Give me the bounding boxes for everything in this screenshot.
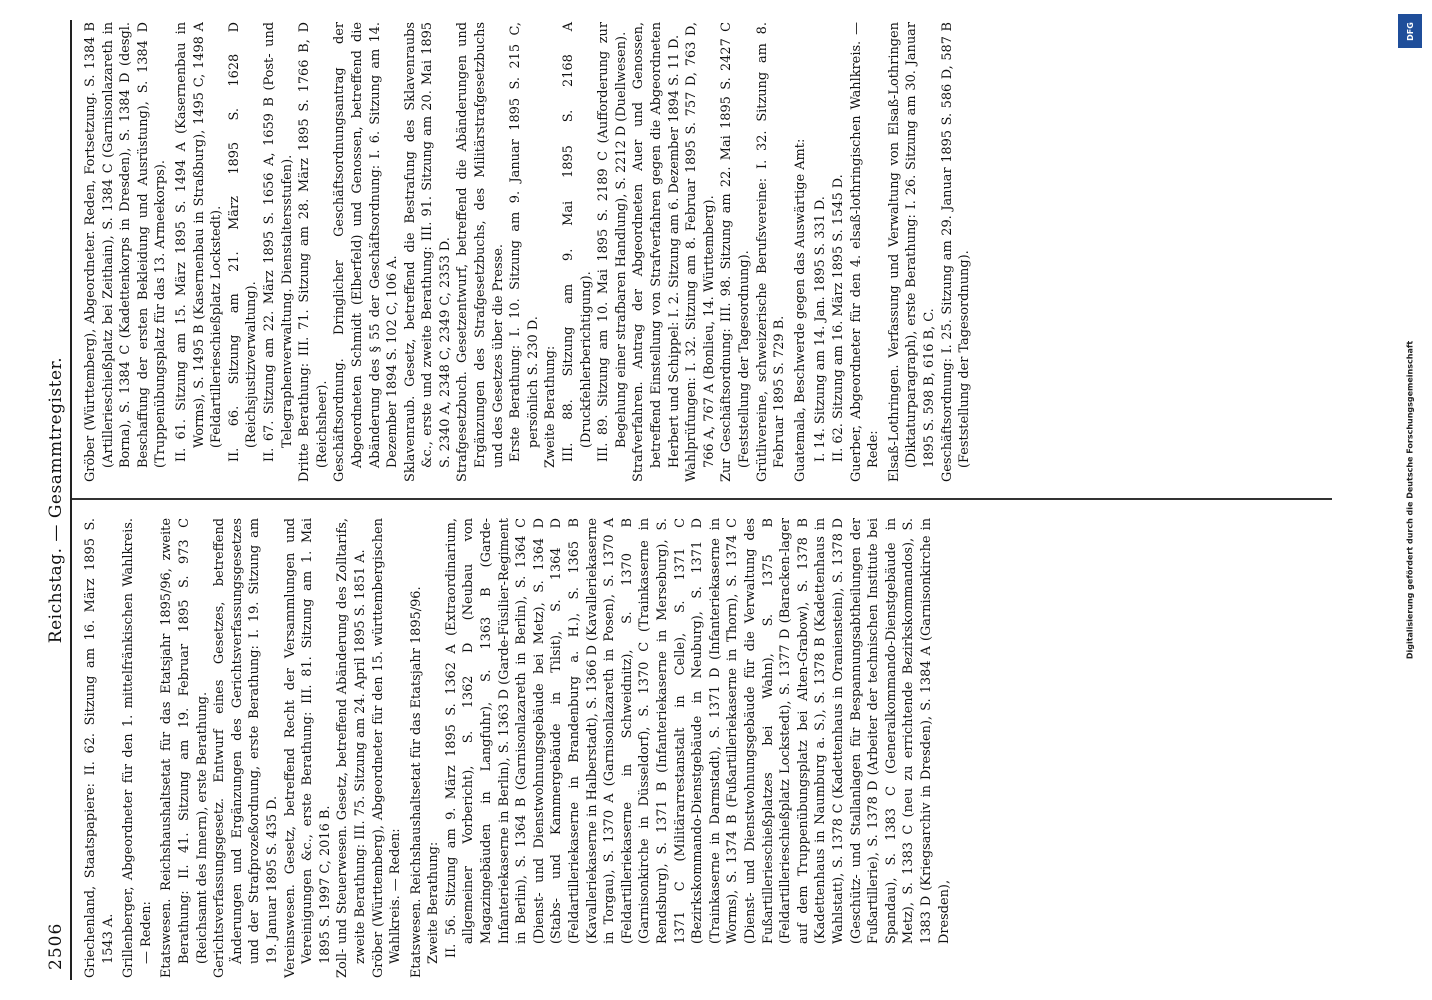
index-subentry: Sklavenraub. Gesetz, betreffend die Bestrafung des Sklavenraubs &c., erste und zweite Berathung: III. 91. Sitzung am 20. Mai 1895 S. 2340 A, 2348 C, 2349 C, 2353 D. [402,22,453,482]
index-subentry: III. 89. Sitzung am 10. Mai 1895 S. 2189 C (Aufforderung zur Begehung einer strafbaren Handlung), S. 2212 D (Duellwesen). [596,22,629,462]
index-subentry: Etatswesen. Reichshaushaltsetat für das Etatsjahr 1895/96. [408,586,424,978]
index-subheading: Zweite Berathung: [543,345,559,468]
index-subentry: Erste Berathung: I. 10. Sitzung am 9. Januar 1895 S. 215 C, persönlich S. 230 D. [508,22,541,462]
dfg-logo [1398,14,1422,48]
digitization-note: Digitalisierung gefördert durch die Deutsche Forschungsgemeinschaft [1405,340,1415,660]
index-entry: Gröber (Württemberg), Abgeordneter. Reden, Fortsetzung. S. 1384 B (Artillerieschießplatz bei Zeithain), S. 1384 C (Garnisonlazareth in Borna), S. 1384 C (Kadettenkorps in Dresden), S. 1384 D (desgl. Beschaffung der ersten Bekleidung und Ausrüstung), S. 1384 D (Truppenübungsplatz für das 13. Armeekorps). [83,22,169,482]
index-subentry: II. 61. Sitzung am 15. März 1895 S. 1494 A (Kasernenbau in Worms), S. 1495 B (Kasernenbau in Straßburg), 1495 C, 1498 A (Feldartillerieschießplatz Lockstedt). [173,22,225,462]
page-header [44,20,72,980]
index-subentry: Etatswesen. Reichshaushaltsetat für das Etatsjahr 1895/96, zweite Berathung: II. 41. Sitzung am 19. Februar 1895 S. 973 C (Reichsamt des Innern), erste Berathung. [159,518,210,978]
left-column [82,518,953,978]
index-entry: Griechenland, Staatspapiere: II. 62. Sitzung am 16. März 1895 S. 1543 A. [83,518,116,978]
index-subentry: I. 14. Sitzung am 14. Jan. 1895 S. 331 D. [813,196,829,462]
index-subentry: III. 88. Sitzung am 9. Mai 1895 S. 2168 A (Druckfehlerberichtigung). [561,22,594,462]
index-subentry: Strafverfahren. Antrag der Abgeordneten Auer und Genossen, betreffend Einstellung von Strafverfahren gegen die Abgeordneten Herbert und Schippel: I. 2. Sitzung am 6. Dezember 1894 S. 11 D. [631,22,682,482]
index-subentry: Gerichtsverfassungsgesetz. Entwurf eines Gesetzes, betreffend Änderungen und Ergänzungen des Gerichtsverfassungsgesetzes und der Strafprozeßordnung, erste Berathung: I. 19. Sitzung am 19. Januar 1895 S. 435 D. [212,518,280,978]
index-entry: Grillenberger, Abgeordneter für den 1. mittelfränkischen Wahlkreis. — Reden: [121,518,154,978]
index-subentry: Elsaß-Lothringen. Verfassung und Verwaltung von Elsaß-Lothringen (Diktaturparagraph), erste Berathung: I. 26. Sitzung am 30. Januar 1895 S. 598 B, 616 B, C. [886,22,937,482]
index-subentry: Zur Geschäftsordnung: III. 98. Sitzung am 22. Mai 1895 S. 2427 C (Feststellung der Tagesordnung). [719,22,752,482]
dfg-logo-text: DFG [1405,21,1415,41]
index-entry: Guerber, Abgeordneter für den 4. elsaß-lothringischen Wahlkreis. — Rede: [848,22,882,482]
index-subentry: Geschäftsordnung: I. 25. Sitzung am 29. Januar 1895 S. 586 D, 587 B (Feststellung der Tagesordnung). [939,22,973,482]
running-title: Reichstag. — Gesammtregister. [46,356,66,644]
right-column [82,22,974,482]
index-subentry: Vereinswesen. Gesetz, betreffend Recht der Versammlungen und Vereinigungen &c., erste Berathung: III. 81. Sitzung am 1. Mai 1895 S. 1997 C, 2016 B. [282,518,333,978]
index-subentry: Geschäftsordnung. Dringlicher Geschäftsordnungsantrag der Abgeordneten Schmidt (Elberfeld) und Genossen, betreffend die Abänderung des § 55 der Geschäftsordnung: I. 6. Sitzung am 14. Dezember 1894 S. 102 C, 106 A. [332,22,401,482]
index-subentry: II. 62. Sitzung am 16. März 1895 S. 1545 D. [830,174,846,462]
index-subentry: II. 67. Sitzung am 22. März 1895 S. 1656 A, 1659 B (Post- und Telegraphenverwaltung. Dienstaltersstufen). [261,22,295,462]
index-subentry: Wahlprüfungen: I. 32. Sitzung am 8. Februar 1895 S. 757 D, 763 D, 766 A, 767 A (Bonlieu, 14. Württemberg). [684,22,717,482]
page-number: 2506 [46,922,66,970]
index-entry: Grütlivereine, schweizerische Berufsvereine: I. 32. Sitzung am 8. Februar 1895 S. 729 B. [754,22,788,482]
index-subentry: II. 56. Sitzung am 9. März 1895 S. 1362 A (Extraordinarium, allgemeiner Vorbericht), S. 1362 D (Neubau von Magazingebäuden in Langfuhr), S. 1363 B (Garde-Infanteriekaserne in Berlin), S. 1363 D (Garde-Füsilier-Regiment in Berlin), S. 1364 B (Garnisonlazareth in Berlin), S. 1364 C (Dienst- und Dienstwohnungsgebäude bei Metz), S. 1364 D (Stabs- und Kammergebäude in Tilsit), S. 1364 D (Feldartilleriekaserne in Brandenburg a. H.), S. 1365 B (Kavalleriekaserne in Halberstadt), S. 1366 D (Kavalleriekaserne in Torgau), S. 1370 A (Garnisonlazareth in Posen), S. 1370 A (Feldartilleriekaserne in Schweidnitz), S. 1370 B (Garnisonkirche in Düsseldorf), S. 1370 C (Trainkaserne in Rendsburg), S. 1371 B (Infanteriekaserne in Merseburg), S. 1371 C (Militärarrestanstalt in Celle), S. 1371 C (Bezirkskommando-Dienstgebäude in Neuburg), S. 1371 D (Trainkaserne in Darmstadt), S. 1371 D (Infanteriekaserne in Worms), S. 1374 B (Fußartilleriekaserne in Thorn), S. 1374 C (Dienst- und Dienstwohnungsgebäude für die Verwaltung des Fußartillerieschießplatzes bei Wahn), S. 1375 B (Feldartillerieschießplatz Lockstedt), S. 1377 D (Baracken-lager auf dem Truppenübungsplatz bei Alten-Grabow), S. 1378 B (Kadettenhaus in Naumburg a. S.), S. 1378 B (Kadettenhaus in Wahlstatt), S. 1378 C (Kadettenhaus in Oranienstein), S. 1378 D (Geschütz- und Stallanlagen für Bespannungsabtheilungen der Fußartillerie), S. 1378 D (Arbeiter der technischen Institute bei Spandau), S. 1383 C (Generalkommando-Dienstgebäude in Metz), S. 1383 C (neu zu errichtende Bezirkskommandos), S. 1383 D (Kriegsarchiv in Dresden), S. 1384 A (Garnisonkirche in Dresden), [443,518,952,958]
index-subentry: Dritte Berathung: III. 71. Sitzung am 28. März 1895 S. 1766 B, D (Reichsheer). [297,22,330,482]
column-divider [72,499,1332,501]
index-subentry: II. 66. Sitzung am 21. März 1895 S. 1628 D (Reichsjustizverwaltung). [226,22,260,462]
index-subentry: Strafgesetzbuch. Gesetzentwurf, betreffend die Abänderungen und Ergänzungen des Strafgesetzbuchs, des Militärstrafgesetzbuchs und des Gesetzes über die Presse. [455,22,506,482]
index-entry: Gröber (Württemberg), Abgeordneter für den 15. württembergischen Wahlkreis. — Reden: [370,518,404,978]
index-subentry: Zoll- und Steuerwesen. Gesetz, betreffend Abänderung des Zolltarifs, zweite Berathung: III. 75. Sitzung am 24. April 1895 S. 1851 A. [335,518,368,978]
index-subheading: Zweite Berathung: [426,841,442,964]
index-entry: Guatemala, Beschwerde gegen das Auswärtige Amt: [792,138,808,482]
header-rule [70,20,72,980]
